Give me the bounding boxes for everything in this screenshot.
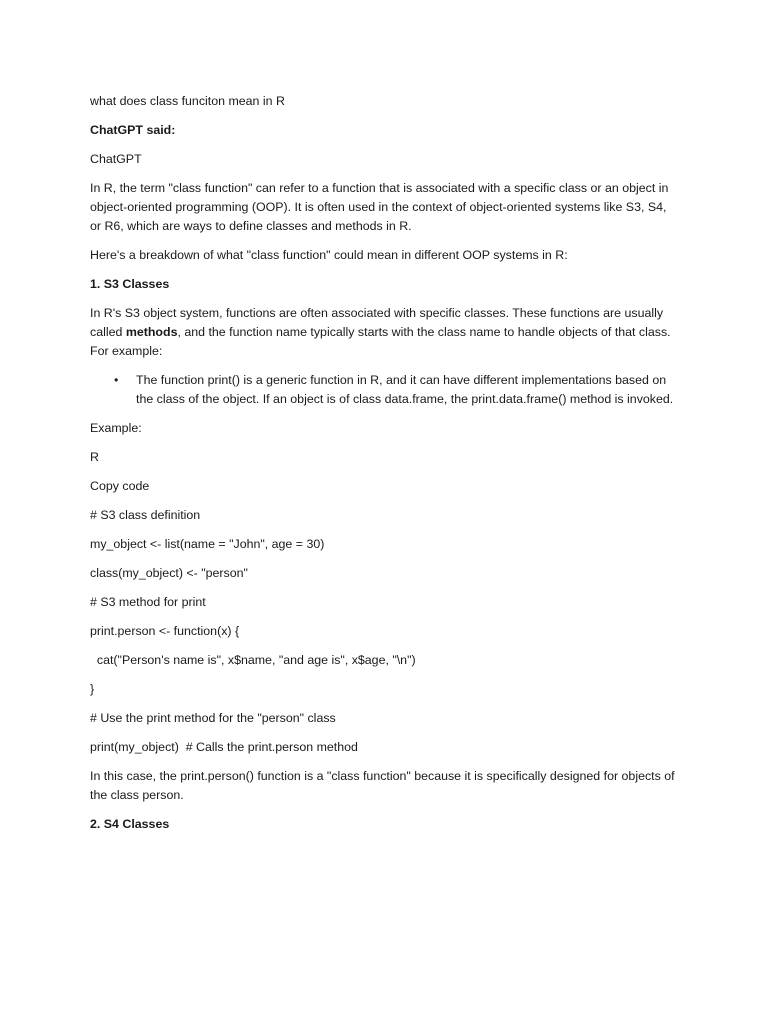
user-question: what does class funciton mean in R [90, 94, 285, 108]
document-page [90, 92, 680, 844]
s3-text-before: In R's S3 object system, functions are often associated with specific classes. These functions are usually called [90, 306, 664, 339]
s4-heading: 2. S4 Classes [90, 817, 170, 831]
code-line: cat("Person's name is", x$name, "and age is", x$age, "\n") [90, 653, 416, 667]
code-language-label: R [90, 450, 99, 464]
s3-heading: 1. S3 Classes [90, 277, 170, 291]
bullet-list [90, 371, 680, 409]
said-label: ChatGPT said: [90, 123, 176, 137]
bullet-text: The function print() is a generic function in R, and it can have different implementations based on the class of the object. If an object is of class data.frame, the print.data.frame() method is invoked. [136, 373, 674, 406]
example-label: Example: [90, 421, 142, 435]
breakdown-paragraph: Here's a breakdown of what "class function" could mean in different OOP systems in R: [90, 248, 568, 262]
speaker-name: ChatGPT [90, 152, 142, 166]
code-line: # Use the print method for the "person" class [90, 711, 336, 725]
code-line: # S3 class definition [90, 508, 201, 522]
code-line: print(my_object) # Calls the print.person method [90, 740, 358, 754]
code-line: # S3 method for print [90, 595, 206, 609]
code-block [90, 506, 680, 757]
copy-code-label: Copy code [90, 479, 150, 493]
bullet-marker: • [114, 373, 119, 387]
list-item [90, 371, 680, 409]
code-line: my_object <- list(name = "John", age = 30) [90, 537, 325, 551]
s3-text-bold: methods [125, 325, 178, 339]
intro-paragraph: In R, the term "class function" can refer to a function that is associated with a specific class or an object in object-oriented programming (OOP). It is often used in the context of object-oriented systems like S3, S4, or R6, which are ways to define classes and methods in R. [90, 181, 669, 233]
s3-text-after: , and the function name typically starts with the class name to handle objects of that class. For example: [90, 325, 671, 358]
code-line: } [90, 682, 95, 696]
s3-paragraph [90, 304, 680, 361]
code-line: class(my_object) <- "person" [90, 566, 248, 580]
conclusion-paragraph: In this case, the print.person() function is a "class function" because it is specifically designed for objects of the class person. [90, 769, 675, 802]
code-line: print.person <- function(x) { [90, 624, 240, 638]
